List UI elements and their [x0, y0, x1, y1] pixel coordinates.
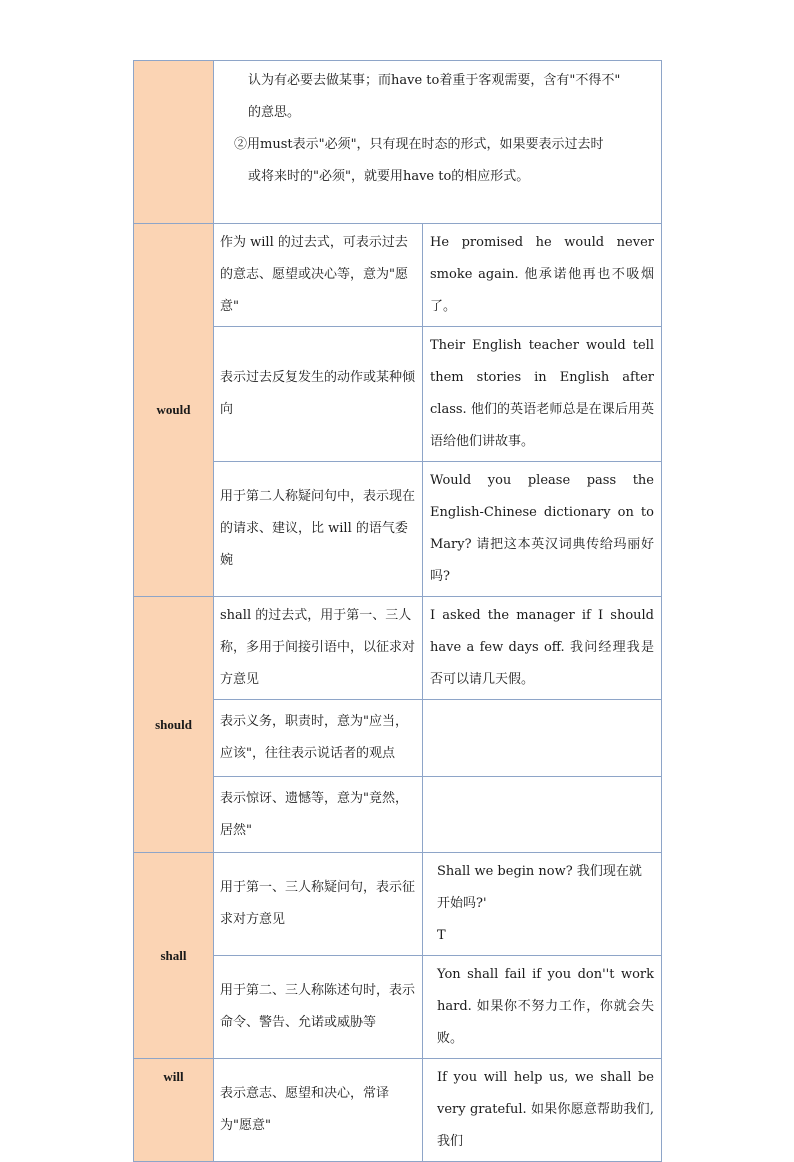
usage-example: Yon shall fail if you don''t work hard. 如果你不努力工作，你就会失败。: [423, 956, 662, 1059]
usage-example: If you will help us, we shall be very grateful. 如果你愿意帮助我们,我们: [423, 1059, 662, 1162]
keyword-would: would: [134, 224, 214, 597]
table-row: [134, 777, 662, 853]
usage-description: shall 的过去式，用于第一、三人称，多用于间接引语中，以征求对方意见: [214, 597, 423, 700]
usage-description: 表示意志、愿望和决心，常译为"愿意": [214, 1059, 423, 1162]
table-row: [134, 853, 662, 956]
must-note-line: 认为有必要去做某事；而have to着重于客观需要，含有"不得不": [248, 73, 621, 88]
table-row: [134, 956, 662, 1059]
usage-example-text: Shall we begin now? 我们现在就开始吗?': [437, 864, 642, 911]
usage-example: [423, 700, 662, 777]
usage-example-extra: T: [437, 928, 446, 943]
table-row: [134, 1059, 662, 1162]
keyword-cell-empty: [134, 61, 214, 224]
usage-description: 用于第二、三人称陈述句时，表示命令、警告、允诺或威胁等: [214, 956, 423, 1059]
must-notes: [214, 61, 661, 193]
table-row: [134, 700, 662, 777]
usage-description: 表示过去反复发生的动作或某种倾向: [214, 327, 423, 462]
table-row-must-continued: [134, 61, 662, 224]
table-row: [134, 327, 662, 462]
table-row: [134, 597, 662, 700]
usage-example: I asked the manager if I should have a few days off. 我问经理我是否可以请几天假。: [423, 597, 662, 700]
usage-example: Would you please pass the English-Chinese dictionary on to Mary? 请把这本英汉词典传给玛丽好吗?: [423, 462, 662, 597]
modal-verbs-table-page: [133, 60, 661, 1162]
must-notes-cell: [214, 61, 662, 224]
table-row: [134, 224, 662, 327]
usage-description: 作为 will 的过去式，可表示过去的意志、愿望或决心等，意为"愿意": [214, 224, 423, 327]
usage-description: 用于第二人称疑问句中，表示现在的请求、建议，比 will 的语气委婉: [214, 462, 423, 597]
must-note-line: 的意思。: [248, 105, 301, 120]
usage-description: 表示义务，职责时，意为"应当，应该"，往往表示说话者的观点: [214, 700, 423, 777]
usage-example: Their English teacher would tell them stories in English after class. 他们的英语老师总是在课后用英语给他们讲故事。: [423, 327, 662, 462]
modal-verbs-table: [133, 60, 662, 1162]
must-note-line: ②用must表示"必须"，只有现在时态的形式，如果要表示过去时: [234, 137, 604, 152]
usage-description: 用于第一、三人称疑问句，表示征求对方意见: [214, 853, 423, 956]
must-note-line: 或将来时的"必须"，就要用have to的相应形式。: [248, 169, 530, 184]
usage-example: [423, 777, 662, 853]
table-row: [134, 462, 662, 597]
usage-description: 表示惊讶、遗憾等，意为"竟然，居然": [214, 777, 423, 853]
usage-example: [423, 853, 662, 956]
usage-example: He promised he would never smoke again. 他承诺他再也不吸烟了。: [423, 224, 662, 327]
keyword-should: should: [134, 597, 214, 853]
keyword-will: will: [134, 1059, 214, 1162]
keyword-shall: shall: [134, 853, 214, 1059]
